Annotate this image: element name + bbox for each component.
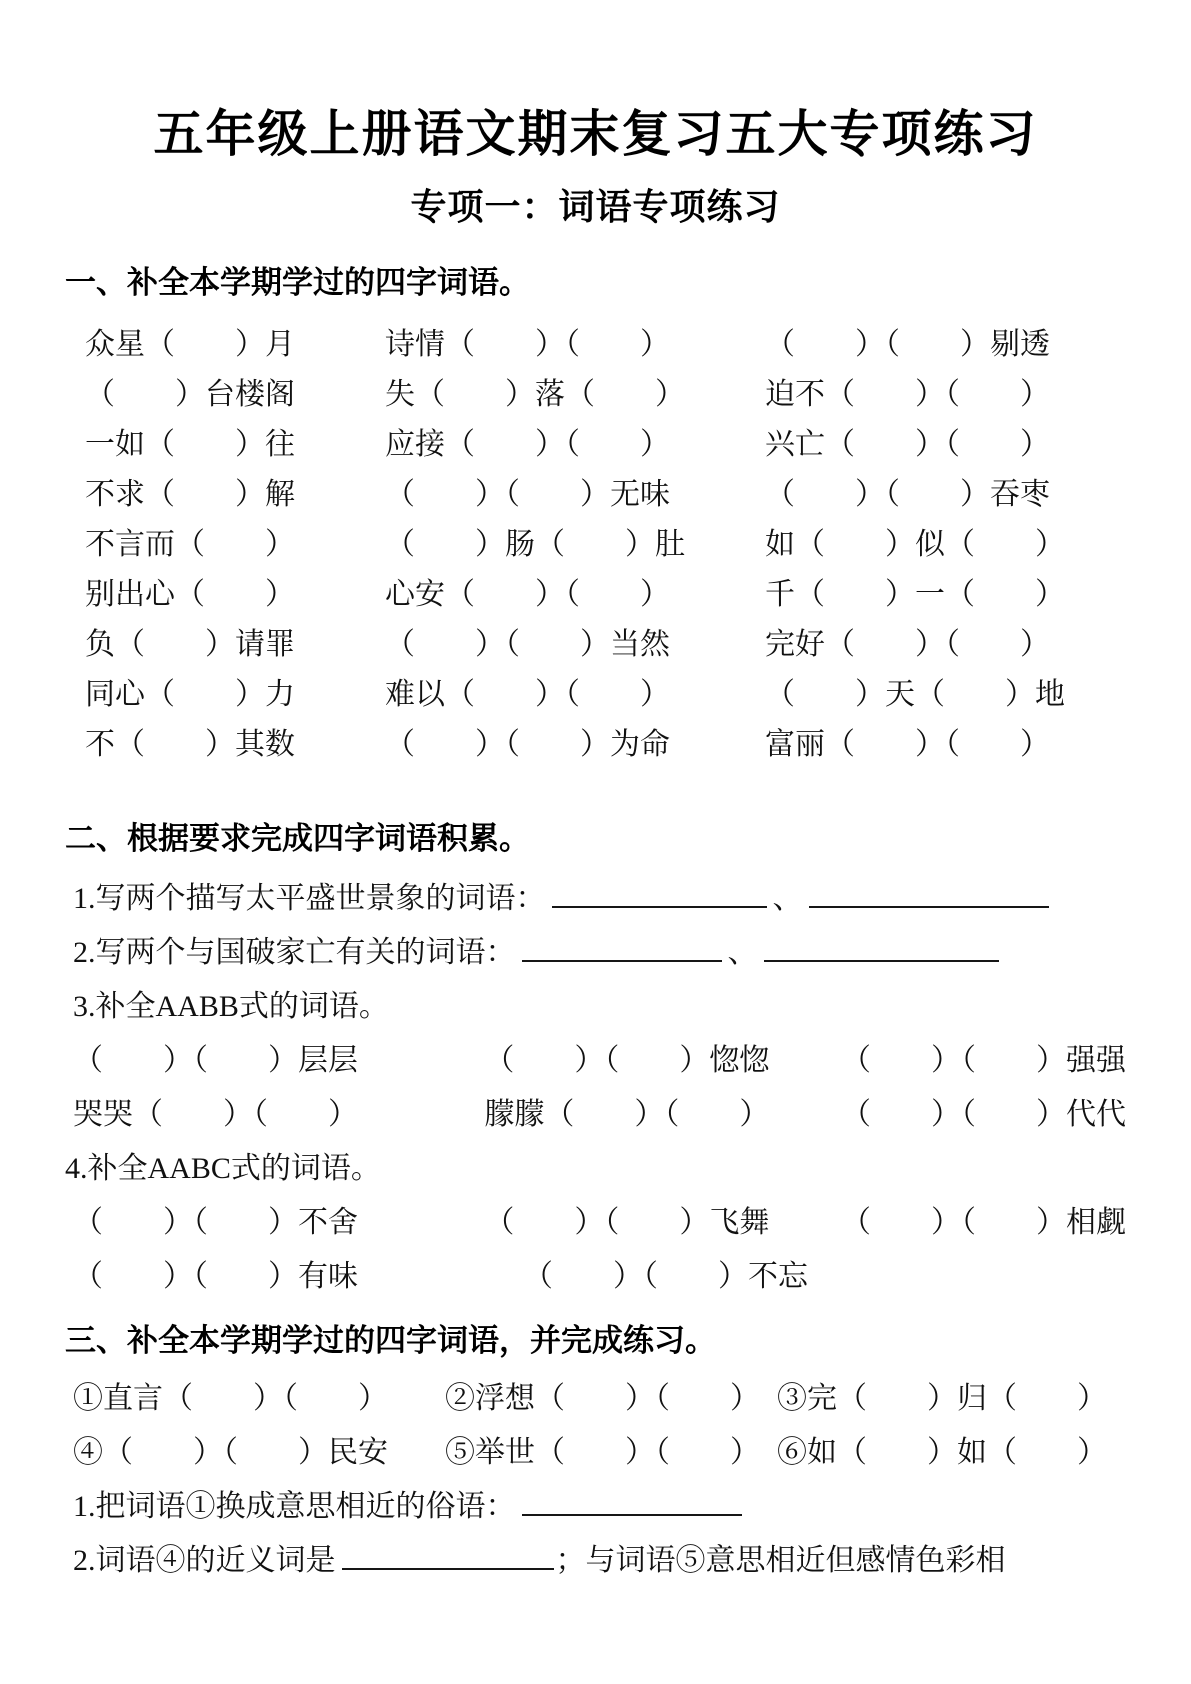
word-slot: ④（ ）（ ）民安 (73, 1436, 388, 1469)
question-line-ruin-words (73, 926, 1126, 980)
word-grid-row (85, 370, 1126, 420)
word-slot: 不求（ ）解 (85, 478, 295, 511)
word-grid-row (73, 1034, 1126, 1088)
question-label: 3.补全AABB式的词语。 (73, 990, 389, 1023)
question-line-peace-words (73, 872, 1126, 926)
word-slot: （ ）台楼阁 (85, 378, 295, 411)
word-slot: 不言而（ ） (85, 528, 295, 561)
word-slot: （ ）（ ）层层 (73, 1044, 358, 1077)
word-slot: ⑤举世（ ）（ ） (445, 1436, 760, 1469)
word-slot: 兴亡（ ）（ ） (765, 428, 1050, 461)
word-slot: （ ）天（ ）地 (765, 678, 1065, 711)
word-slot: 哭哭（ ）（ ） (73, 1098, 358, 1131)
word-grid-row (73, 1250, 1126, 1304)
list-separator: 、 (727, 936, 758, 969)
word-slot: 富丽（ ）（ ） (765, 728, 1050, 761)
question-label: 1.写两个描写太平盛世景象的词语： (73, 882, 546, 915)
word-slot: 失（ ）落（ ） (385, 378, 685, 411)
word-slot: （ ）（ ）强强 (841, 1044, 1126, 1077)
word-slot: 心安（ ）（ ） (385, 578, 670, 611)
word-grid-row (85, 570, 1126, 620)
section-two-heading: 二、根据要求完成四字词语积累。 (65, 821, 530, 856)
answer-blank (552, 880, 767, 909)
list-separator: 、 (772, 882, 803, 915)
answer-blank (522, 934, 722, 963)
word-slot: 一如（ ）往 (85, 428, 295, 461)
word-slot: 千（ ）一（ ） (765, 578, 1065, 611)
word-slot: 完好（ ）（ ） (765, 628, 1050, 661)
word-slot: （ ）（ ）代代 (841, 1098, 1126, 1131)
word-slot: 众星（ ）月 (85, 328, 295, 361)
word-grid-row (85, 470, 1126, 520)
word-slot: （ ）（ ）当然 (385, 628, 670, 661)
answer-blank (342, 1542, 554, 1571)
word-slot: （ ）（ ）不忘 (523, 1260, 808, 1293)
word-slot (913, 1250, 1126, 1304)
word-slot: 负（ ）请罪 (85, 628, 295, 661)
word-slot: ⑥如（ ）如（ ） (777, 1436, 1107, 1469)
word-slot: ①直言（ ）（ ） (73, 1382, 388, 1415)
question-label: 4.补全AABC式的词语。 (65, 1152, 381, 1185)
word-slot: ②浮想（ ）（ ） (445, 1382, 760, 1415)
word-slot: 别出心（ ） (85, 578, 295, 611)
word-slot: （ ）（ ）吞枣 (765, 478, 1050, 511)
word-slot: 诗情（ ）（ ） (385, 328, 670, 361)
question-label: 1.把词语①换成意思相近的俗语： (73, 1490, 516, 1523)
word-grid-row (73, 1426, 1126, 1480)
word-grid-row (85, 720, 1126, 770)
word-grid-row (73, 1372, 1126, 1426)
word-slot: 迫不（ ）（ ） (765, 378, 1050, 411)
word-slot: 应接（ ）（ ） (385, 428, 670, 461)
word-slot: （ ）（ ）惚惚 (484, 1044, 770, 1077)
word-slot: 朦朦（ ）（ ） (484, 1098, 770, 1131)
word-slot: （ ）（ ）无味 (385, 478, 670, 511)
word-grid-row (85, 620, 1126, 670)
word-slot: （ ）（ ）不舍 (73, 1206, 358, 1239)
word-slot: 同心（ ）力 (85, 678, 295, 711)
word-slot: （ ）（ ）飞舞 (484, 1206, 770, 1239)
page-title: 五年级上册语文期末复习五大专项练习 (153, 106, 1038, 162)
question-label: 2.词语④的近义词是 (73, 1544, 336, 1577)
word-slot: 不（ ）其数 (85, 728, 295, 761)
word-slot: ③完（ ）归（ ） (777, 1382, 1107, 1415)
answer-blank (764, 934, 999, 963)
word-slot: （ ）（ ）为命 (385, 728, 670, 761)
word-grid-row (85, 670, 1126, 720)
word-grid-row (73, 1196, 1126, 1250)
section-three-questions (73, 1480, 1126, 1588)
question-label-continued: ；与词语⑤意思相近但感情色彩相 (555, 1544, 1006, 1577)
section-two-body (65, 872, 1126, 1304)
word-grid-row (85, 520, 1126, 570)
question-line-proverb (73, 1480, 1126, 1534)
aabb-word-grid (73, 1034, 1126, 1142)
word-grid-row (85, 320, 1126, 370)
section-three-heading: 三、补全本学期学过的四字词语，并完成练习。 (65, 1323, 716, 1358)
question-label-aabb (73, 980, 1126, 1034)
word-slot: （ ）肠（ ）肚 (385, 528, 685, 561)
section-one-word-grid (85, 320, 1126, 770)
word-grid-row (85, 420, 1126, 470)
question-label-aabc (65, 1142, 1126, 1196)
word-slot: （ ）（ ）相觑 (841, 1206, 1126, 1239)
answer-blank (522, 1488, 742, 1517)
answer-blank (809, 880, 1049, 909)
question-line-synonym (73, 1534, 1126, 1588)
word-slot: 如（ ）似（ ） (765, 528, 1065, 561)
aabc-word-grid (73, 1196, 1126, 1304)
word-slot: 难以（ ）（ ） (385, 678, 670, 711)
section-one-heading: 一、补全本学期学过的四字词语。 (65, 265, 530, 300)
word-grid-row (73, 1088, 1126, 1142)
word-slot: （ ）（ ）剔透 (765, 328, 1050, 361)
section-three-word-grid (73, 1372, 1126, 1480)
page-subtitle: 专项一：词语专项练习 (410, 186, 781, 227)
word-slot: （ ）（ ）有味 (73, 1260, 358, 1293)
question-label: 2.写两个与国破家亡有关的词语： (73, 936, 516, 969)
